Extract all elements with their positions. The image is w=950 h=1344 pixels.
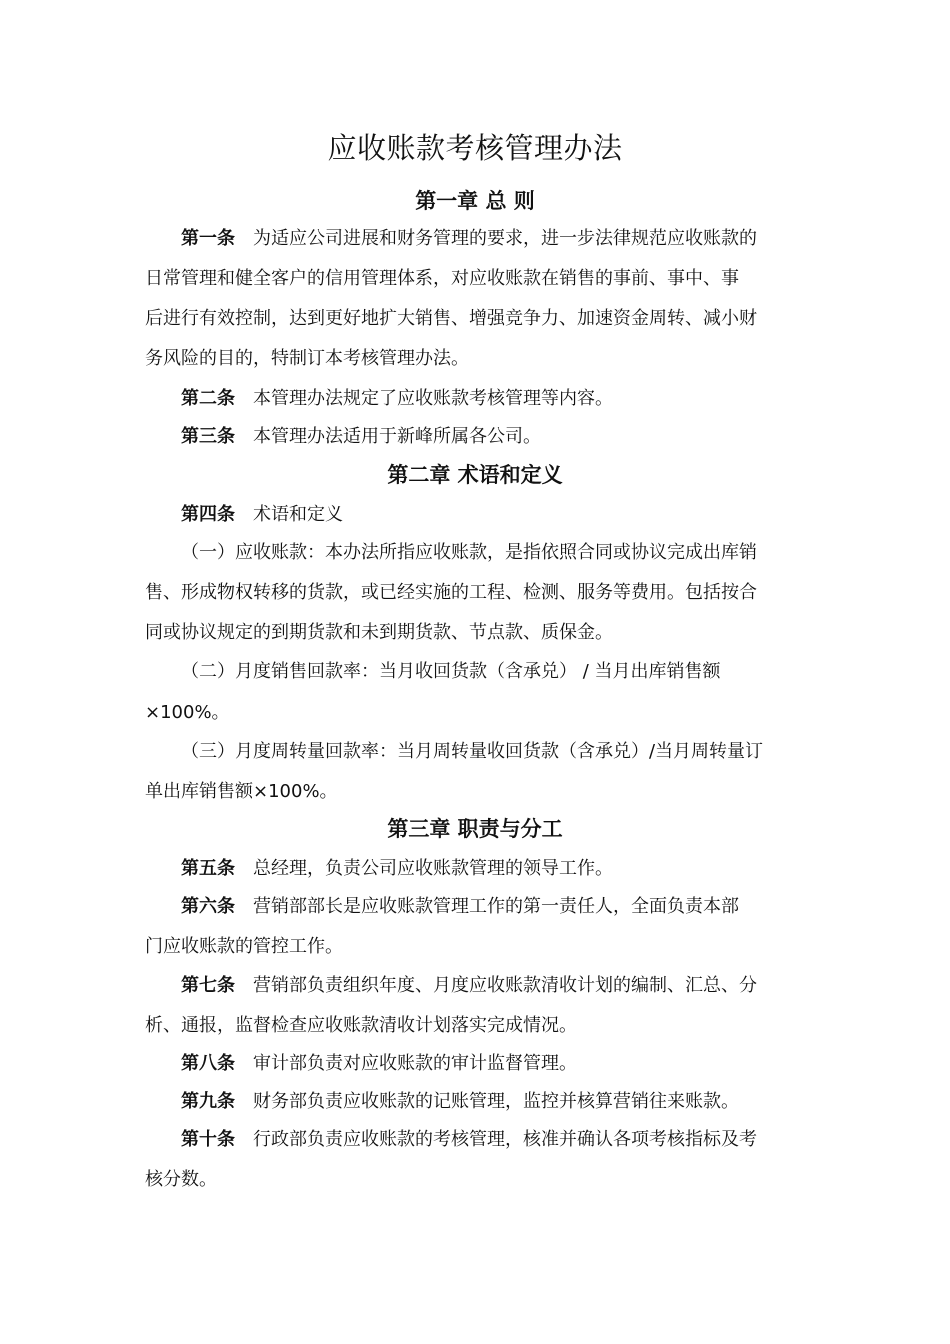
- article-9: [181, 1088, 821, 1116]
- article-10-line-1: [181, 1126, 821, 1154]
- article-text: 术语和定义: [253, 504, 343, 525]
- article-1-line-2: 日常管理和健全客户的信用管理体系，对应收账款在销售的事前、事中、事: [145, 268, 739, 289]
- definition-1-line-1: （一）应收账款：本办法所指应收账款，是指依照合同或协议完成出库销: [181, 542, 757, 563]
- article-text: 营销部部长是应收账款管理工作的第一责任人，全面负责本部: [253, 896, 739, 917]
- definition-2-line-1: （二）月度销售回款率：当月收回货款（含承兑） / 当月出库销售额: [181, 661, 721, 682]
- definition-2-line-2: ×100%。: [145, 702, 230, 723]
- article-text: 行政部负责应收账款的考核管理，核准并确认各项考核指标及考: [253, 1129, 757, 1150]
- article-2: [181, 385, 821, 413]
- article-4: [181, 501, 821, 529]
- definition-1-line-3: 同或协议规定的到期货款和未到期货款、节点款、质保金。: [145, 622, 613, 643]
- article-label: 第四条: [181, 504, 235, 525]
- article-7-line-2: 析、通报，监督检查应收账款清收计划落实完成情况。: [145, 1015, 577, 1036]
- article-label: 第九条: [181, 1091, 235, 1112]
- article-label: 第七条: [181, 975, 235, 996]
- definition-3-line-2: 单出库销售额×100%。: [145, 781, 338, 802]
- article-7-line-1: [181, 972, 821, 1000]
- article-1-line-4: 务风险的目的，特制订本考核管理办法。: [145, 348, 469, 369]
- article-text: 本管理办法规定了应收账款考核管理等内容。: [253, 388, 613, 409]
- article-text: 审计部负责对应收账款的审计监督管理。: [253, 1053, 577, 1074]
- article-text: 总经理，负责公司应收账款管理的领导工作。: [253, 858, 613, 879]
- chapter-heading-3: 第三章 职责与分工: [387, 817, 563, 841]
- article-3: [181, 423, 821, 451]
- article-10-line-2: 核分数。: [145, 1169, 217, 1190]
- chapter-heading-2: 第二章 术语和定义: [387, 463, 563, 487]
- article-8: [181, 1050, 821, 1078]
- article-6-line-1: [181, 893, 821, 921]
- article-label: 第五条: [181, 858, 235, 879]
- document-title: 应收账款考核管理办法: [327, 131, 623, 165]
- article-1-line-3: 后进行有效控制，达到更好地扩大销售、增强竞争力、加速资金周转、减小财: [145, 308, 757, 329]
- article-text: 为适应公司进展和财务管理的要求，进一步法律规范应收账款的: [253, 228, 757, 249]
- article-text: 本管理办法适用于新峰所属各公司。: [253, 426, 541, 447]
- article-label: 第二条: [181, 388, 235, 409]
- chapter-heading-1: 第一章 总 则: [415, 189, 535, 213]
- article-label: 第一条: [181, 228, 235, 249]
- article-text: 营销部负责组织年度、月度应收账款清收计划的编制、汇总、分: [253, 975, 757, 996]
- definition-1-line-2: 售、形成物权转移的货款，或已经实施的工程、检测、服务等费用。包括按合: [145, 582, 757, 603]
- article-label: 第六条: [181, 896, 235, 917]
- article-1-line-1: [181, 225, 821, 253]
- article-6-line-2: 门应收账款的管控工作。: [145, 936, 343, 957]
- article-label: 第八条: [181, 1053, 235, 1074]
- article-5: [181, 855, 821, 883]
- article-label: 第十条: [181, 1129, 235, 1150]
- article-text: 财务部负责应收账款的记账管理，监控并核算营销往来账款。: [253, 1091, 739, 1112]
- article-label: 第三条: [181, 426, 235, 447]
- definition-3-line-1: （三）月度周转量回款率：当月周转量收回货款（含承兑）/当月周转量订: [181, 741, 764, 762]
